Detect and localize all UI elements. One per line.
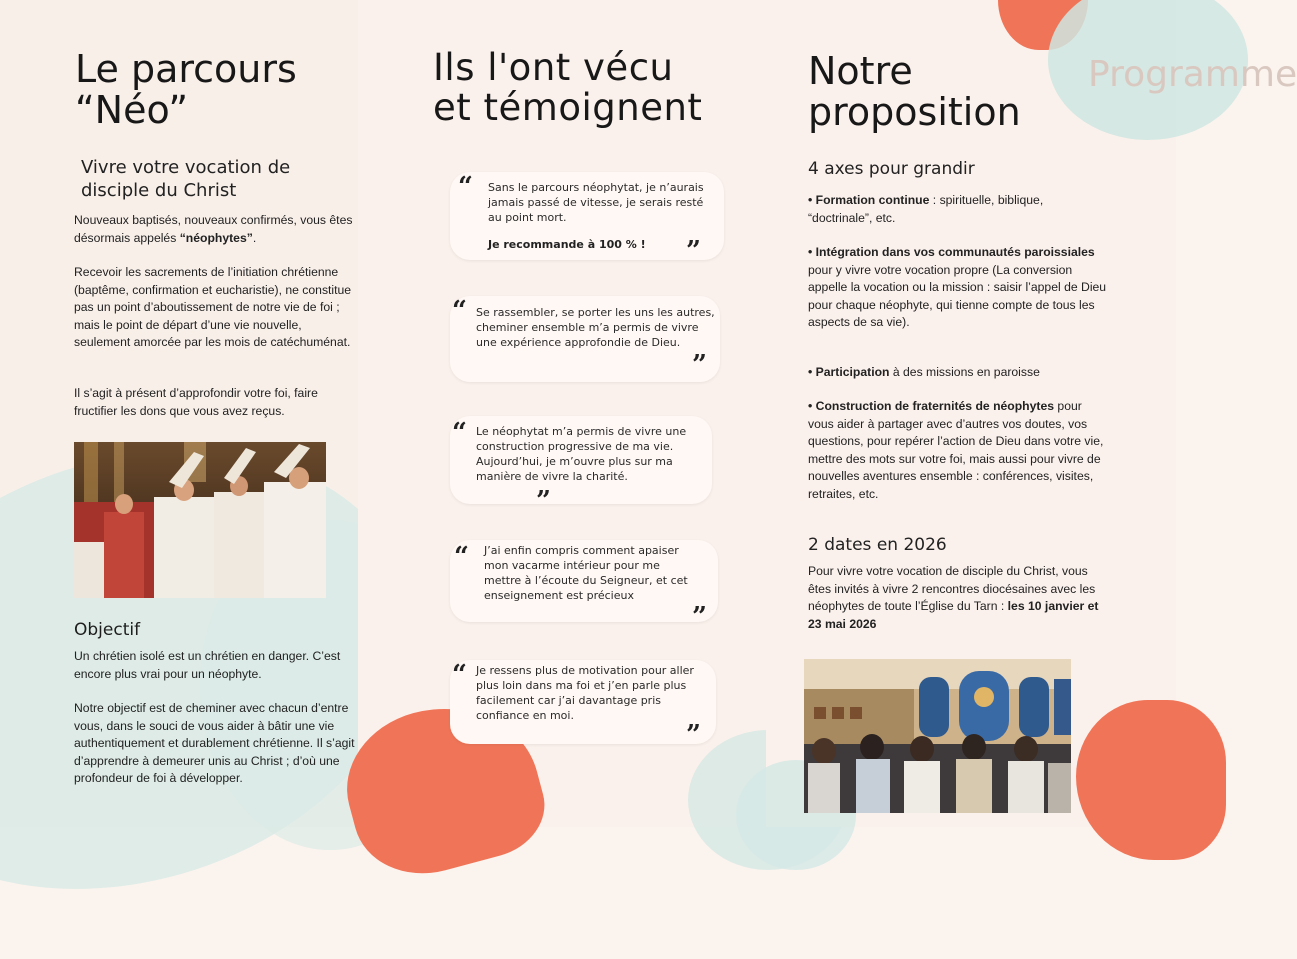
open-quote-icon: “: [458, 172, 473, 202]
open-quote-icon: “: [454, 542, 469, 572]
testimonial-bubble: [450, 416, 712, 516]
close-quote-icon: ”: [692, 602, 707, 632]
middle-panel: [358, 0, 766, 827]
testimonial-bubble: [450, 540, 718, 632]
ordination-illustration: [74, 442, 326, 598]
close-quote-icon: ”: [536, 486, 551, 516]
chapel-illustration: [804, 659, 1071, 813]
open-quote-icon: “: [452, 418, 467, 448]
sacraments-paragraph: Recevoir les sacrements de l’initiation chrétienne (baptême, confirmation et eucharistie), ne constitue pas un point d’aboutissement de notre vie de foi ; mais le point de départ d’une vie nouvelle, seulement amorcée par les mois de catéchuménat.: [74, 265, 352, 349]
objective-paragraph-2: Notre objectif est de cheminer avec chacun d’entre vous, dans le souci de vous aider à bâtir une vie authentiquement et durablement chrétienne. Il s’agit d’apprendre à demeurer unis au Christ ; d’où une profondeur de foi à développer.: [74, 701, 355, 785]
axis-item: • Intégration dans vos communautés paroissiales pour y vivre votre vocation propre (La conversion appelle la vocation ou la mission : saisir l’appel de Dieu pour chaque néophyte, qui tienne compte de tous les aspects de sa vie).: [808, 245, 1107, 329]
objective-paragraph-1: Un chrétien isolé est un chrétien en danger. C’est encore plus vrai pour un néophyte.: [74, 649, 341, 681]
testimonials-title: Ils l'ont vécu et témoignent: [433, 46, 703, 129]
intro-paragraph: Nouveaux baptisés, nouveaux confirmés, vous êtes désormais appelés “néophytes”.: [74, 213, 353, 245]
page-title: Le parcours “Néo”: [75, 47, 297, 133]
testimonial-text: Je ressens plus de motivation pour aller plus loin dans ma foi et j’en parle plus facilement car j’ai davantage pris confiance en moi.: [476, 664, 694, 722]
axis-item: • Construction de fraternités de néophytes pour vous aider à partager avec d’autres vos doutes, vos questions, pour repérer l’action de Dieu dans votre vie, mettre des mots sur votre foi, mais aussi pour vivre de nouvelles aventures ensemble : conférences, visites, retraites, etc.: [808, 399, 1104, 501]
axis-item: • Participation à des missions en paroisse: [808, 365, 1040, 379]
coral-blob-bottom: [1076, 700, 1226, 860]
testimonial-text: Sans le parcours néophytat, je n’aurais jamais passé de vitesse, je serais resté au point mort.: [488, 181, 704, 224]
left-panel: [0, 0, 358, 827]
testimonial-text: J’ai enfin compris comment apaiser mon vacarme intérieur pour me mettre à l’écoute du Seigneur, et cet enseignement est précieux: [484, 544, 688, 602]
right-panel: [766, 0, 1297, 827]
open-quote-icon: “: [452, 660, 467, 690]
ordination-photo: [74, 442, 326, 598]
testimonial-bubble: [450, 660, 716, 750]
open-quote-icon: “: [452, 296, 467, 326]
close-quote-icon: ”: [692, 350, 707, 380]
subtitle: Vivre votre vocation de disciple du Christ: [81, 157, 291, 201]
testimonial-text: Le néophytat m’a permis de vivre une construction progressive de ma vie. Aujourd’hui, je m’ouvre plus sur ma manière de vivre la charité.: [476, 425, 687, 483]
testimonial-bubble: [450, 172, 724, 266]
testimonial-bubble: [450, 296, 720, 382]
testimonial-text: Se rassembler, se porter les uns les autres, cheminer ensemble m’a permis de vivre une expérience approfondie de Dieu.: [476, 306, 715, 349]
objective-heading: Objectif: [74, 620, 141, 640]
axis-item: • Formation continue : spirituelle, biblique, “doctrinale”, etc.: [808, 193, 1044, 225]
chapel-photo: [804, 659, 1071, 813]
axes-heading: 4 axes pour grandir: [808, 159, 975, 179]
proposal-title: Notre proposition: [808, 49, 1021, 135]
close-quote-icon: ”: [686, 236, 701, 266]
close-quote-icon: ”: [686, 720, 701, 750]
testimonial-recommend: Je recommande à 100 % !: [488, 238, 646, 251]
deepen-paragraph: Il s’agit à présent d’approfondir votre foi, faire fructifier les dons que vous avez reçus.: [74, 386, 318, 418]
dates-heading: 2 dates en 2026: [808, 535, 947, 555]
dates-paragraph: Pour vivre votre vocation de disciple du Christ, vous êtes invités à vivre 2 rencontres diocésaines avec les néophytes de toute l’Église du Tarn : les 10 janvier et 23 mai 2026: [808, 564, 1099, 631]
ghost-title: Programme: [1088, 54, 1297, 95]
